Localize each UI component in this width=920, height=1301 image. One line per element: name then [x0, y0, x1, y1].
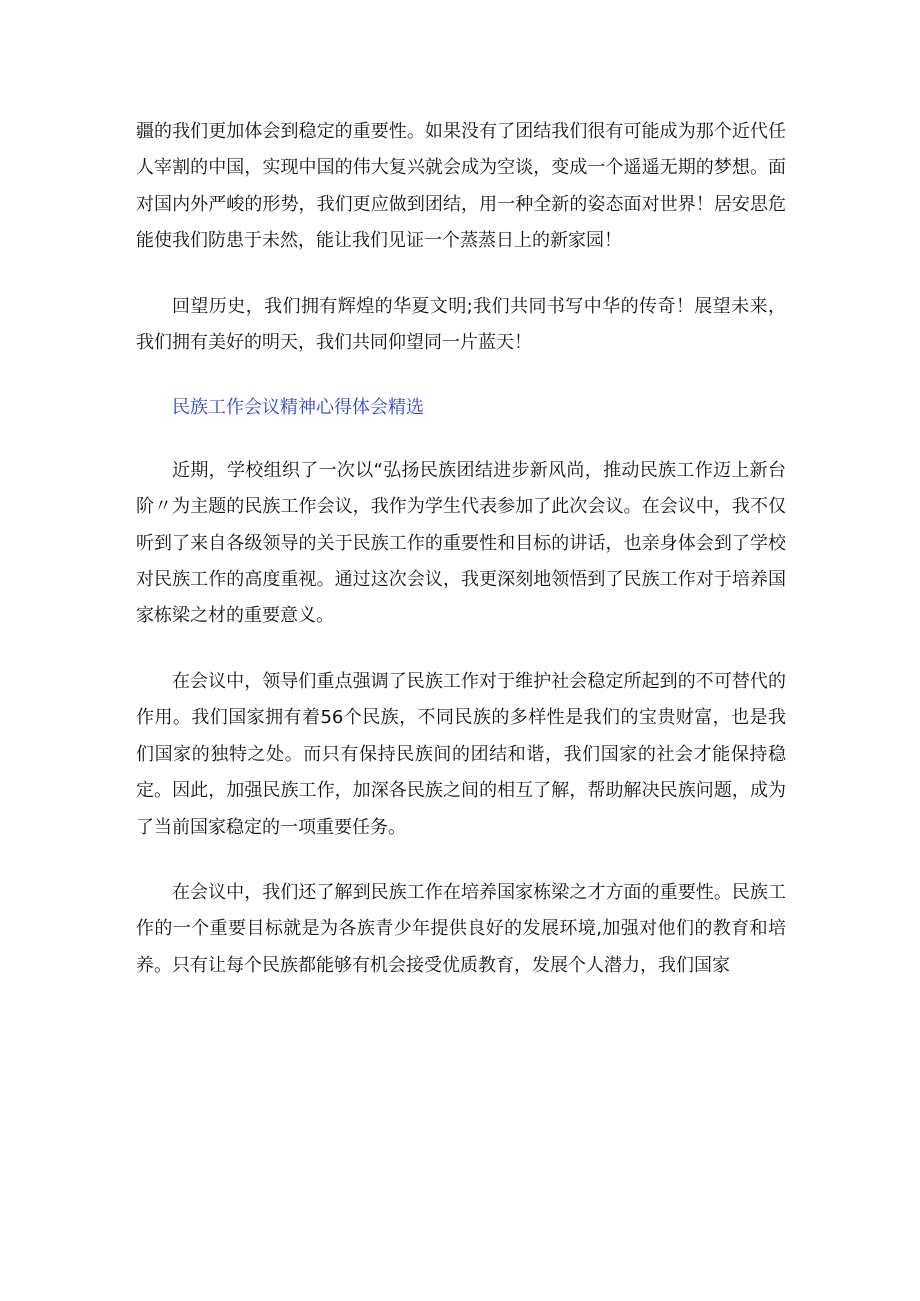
paragraph-3: 近期，学校组织了一次以“弘扬民族团结进步新风尚，推动民族工作迈上新台阶〃为主题的民族工作会议，我作为学生代表参加了此次会议。在会议中，我不仅听到了来自各级领导的关于民族工作的重要性和目标的讲话，也亲身体会到了学校对民族工作的高度重视。通过这次会议，我更深刻地领悟到了民族工作对于培养国家栋梁之材的重要意义。 — [136, 459, 786, 627]
paragraph-5: 在会议中，我们还了解到民族工作在培养国家栋梁之才方面的重要性。民族工作的一个重要目标就是为各族青少年提供良好的发展环境,加强对他们的教育和培养。只有让每个民族都能够有机会接受优质教育，发展个人潜力，我们国家 — [136, 881, 786, 976]
paragraph-4: 在会议中，领导们重点强调了民族工作对于维护社会稳定所起到的不可替代的作用。我们国家拥有着56个民族，不同民族的多样性是我们的宝贵财富，也是我们国家的独特之处。而只有保持民族间的团结和谐，我们国家的社会才能保持稳定。因此，加强民族工作，加深各民族之间的相互了解，帮助解决民族问题，成为了当前国家稳定的一项重要任务。 — [136, 670, 786, 838]
paragraph-1: 疆的我们更加体会到稳定的重要性。如果没有了团结我们很有可能成为那个近代任人宰割的中国，实现中国的伟大复兴就会成为空谈，变成一个遥遥无期的梦想。面对国内外严峻的形势，我们更应做到团结，用一种全新的姿态面对世界！居安思危能使我们防患于未然，能让我们见证一个蒸蒸日上的新家园！ — [136, 121, 786, 252]
document-body — [136, 114, 786, 1013]
paragraph-2: 回望历史，我们拥有辉煌的华夏文明;我们共同书写中华的传奇！展望未来，我们拥有美好的明天，我们共同仰望同一片蓝天！ — [136, 295, 786, 354]
section-heading: 民族工作会议精神心得体会精选 — [172, 397, 424, 419]
